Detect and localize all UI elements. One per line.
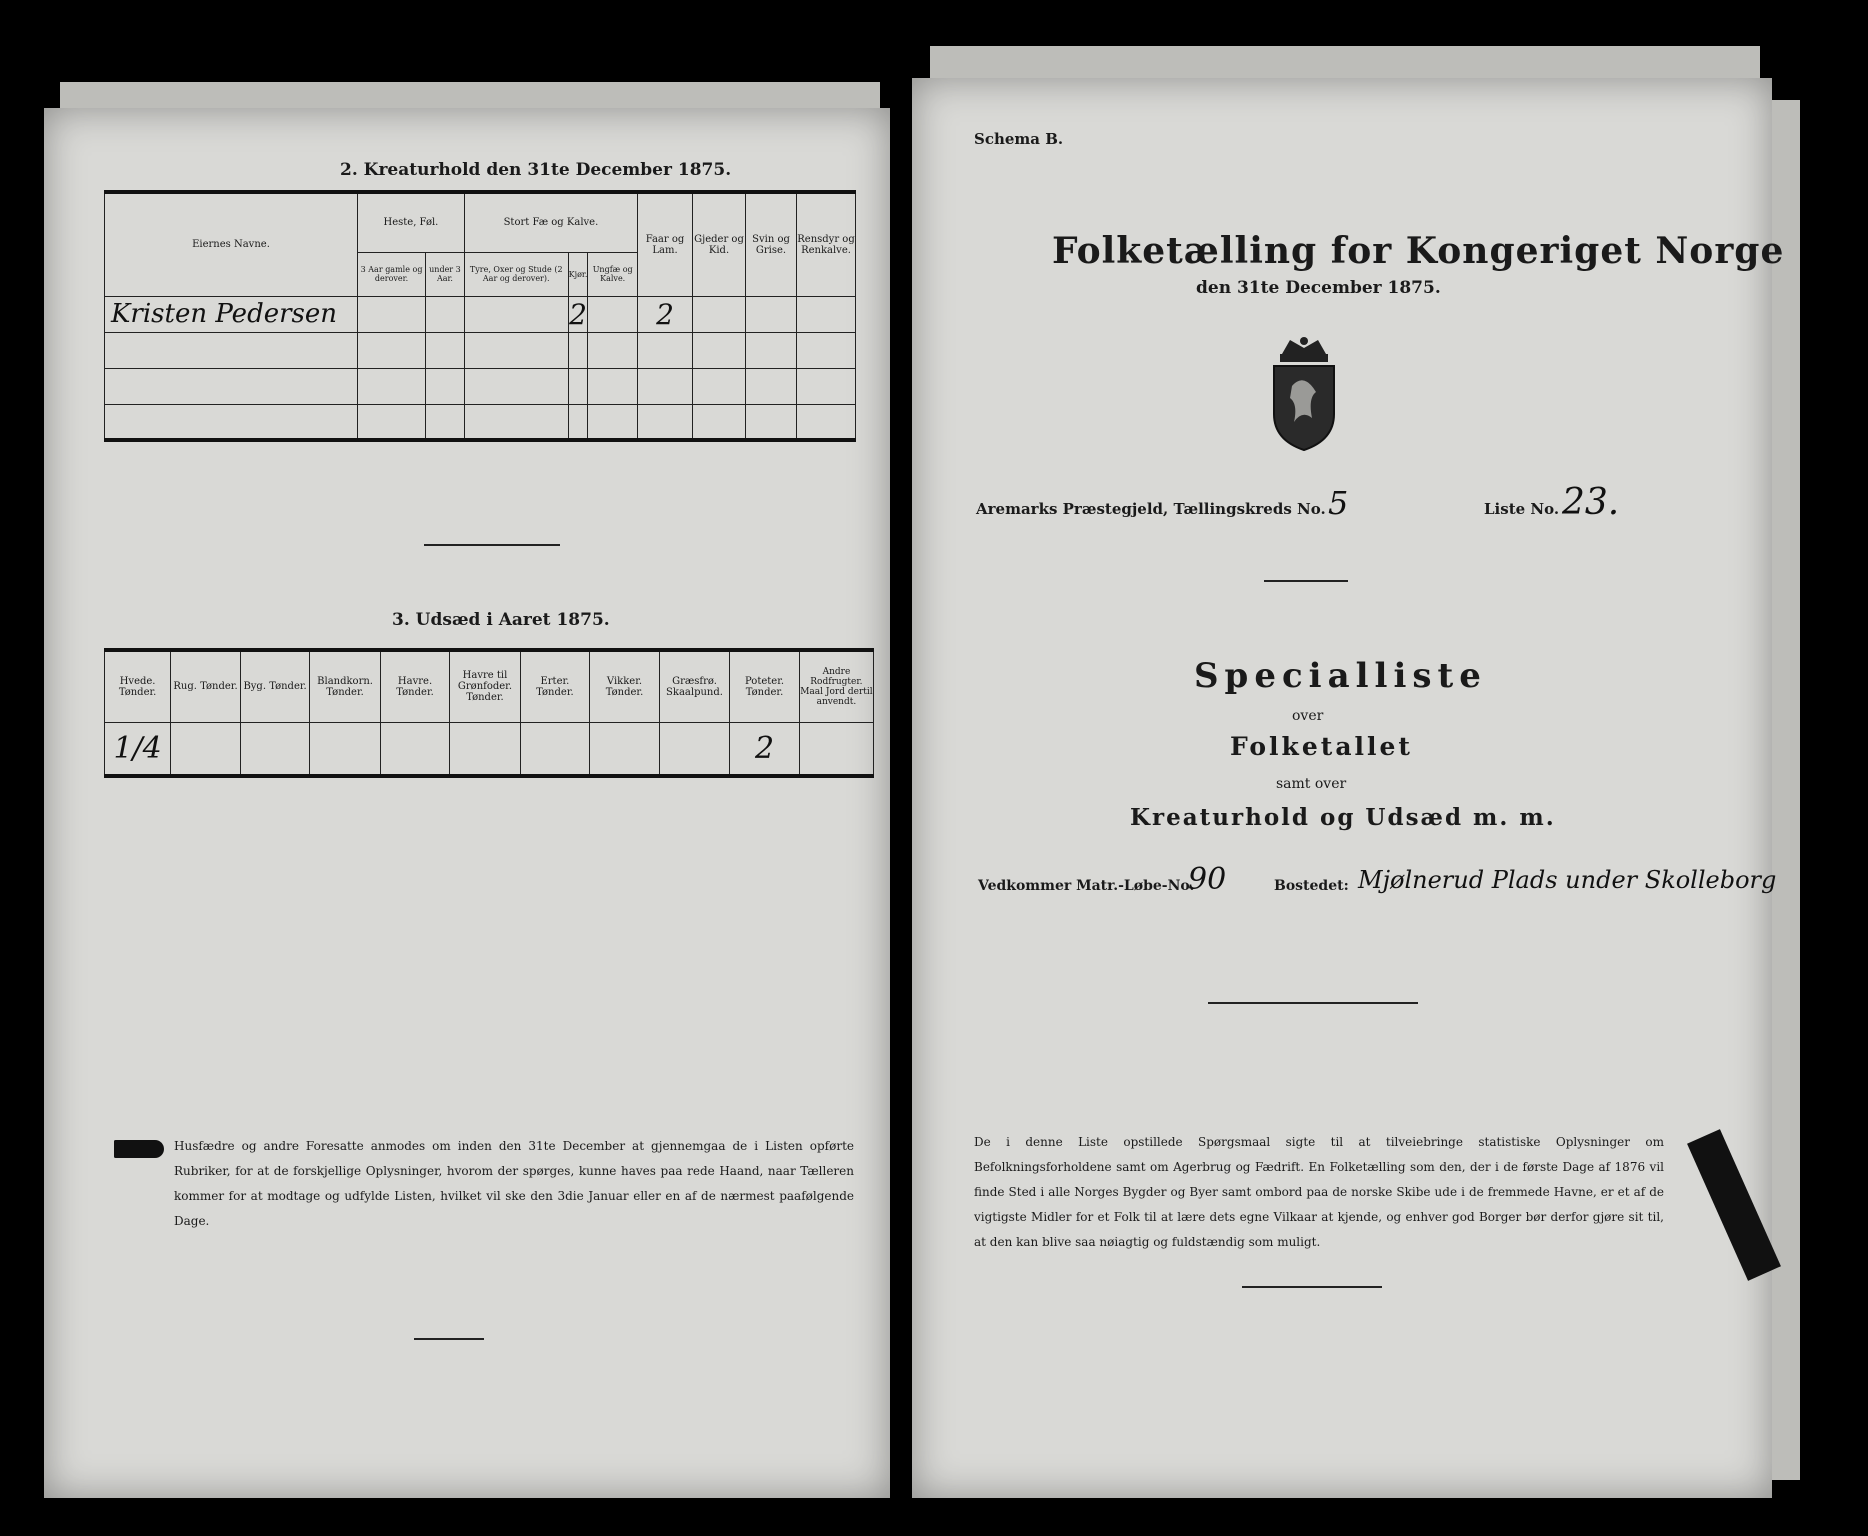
sub-3-aar: 3 Aar gamle og derover. — [360, 265, 423, 283]
folketallet-title: Folketallet — [1230, 732, 1413, 761]
specialliste-title: Specialliste — [1194, 656, 1487, 696]
poteter-value: 2 — [754, 730, 775, 766]
seed-hvede: Hvede. Tønder. — [118, 675, 157, 698]
coat-of-arms-icon — [1268, 336, 1340, 452]
table-row — [105, 332, 856, 368]
seed-table — [104, 648, 874, 778]
page-edge — [930, 46, 1760, 82]
pointing-hand-icon — [114, 1140, 164, 1158]
main-title: Folketælling for Kongeriget Norge — [1052, 230, 1785, 272]
left-page — [44, 108, 890, 1498]
date-line: den 31te December 1875. — [1196, 278, 1441, 298]
section3-title: 3. Udsæd i Aaret 1875. — [392, 610, 610, 630]
owner-name: Kristen Pedersen — [111, 299, 338, 329]
name-header: Eiernes Navne. — [192, 239, 270, 251]
livestock-table — [104, 190, 856, 442]
sub-kjor: Kjør. — [568, 269, 588, 279]
faar-value: 2 — [656, 297, 674, 331]
right-page — [912, 78, 1785, 1498]
seed-graesfro: Græsfrø. Skaalpund. — [666, 675, 723, 698]
table-row — [105, 296, 856, 332]
schema-label: Schema B. — [974, 130, 1064, 148]
footer-text: De i denne Liste opstillede Spørgsmaal sigte til at tilveiebringe statistiske Oplysninger om Befolkningsforholdene samt om Agerbrug og Fædrift. En Folketælling som den, der i de første Dage af 1876 vil finde Sted i alle Norges Bygder og Byer samt ombord paa de norske Skibe ude i de fremmede Havne, er et af de vigtigste Midler for et Folk til at lære dets egne Vilkaar at kjende, og enhver god Borger bør derfor gjøre sit til, at den kan blive saa nøiagtig og fuldstændig som muligt. — [974, 1135, 1664, 1249]
section2-title: 2. Kreaturhold den 31te December 1875. — [340, 160, 732, 180]
col-faar: Faar og Lam. — [645, 233, 685, 256]
hvede-value: 1/4 — [113, 730, 162, 766]
seed-havre-gron: Havre til Grønfoder. Tønder. — [457, 670, 513, 704]
table-row — [105, 722, 874, 776]
liste-label: Liste No. — [1484, 500, 1560, 518]
seed-byg: Byg. Tønder. — [243, 681, 307, 693]
seed-havre: Havre. Tønder. — [396, 675, 434, 698]
seed-blandkorn: Blandkorn. Tønder. — [317, 675, 373, 698]
table-row — [105, 404, 856, 440]
divider — [1264, 580, 1348, 582]
sub-ungfae: Ungfæ og Kalve. — [592, 265, 633, 283]
kreaturhold-title: Kreaturhold og Udsæd m. m. — [1130, 804, 1556, 831]
matr-no: 90 — [1188, 862, 1227, 897]
matr-label: Vedkommer Matr.-Løbe-No. — [978, 878, 1195, 894]
bostedet-label: Bostedet: — [1274, 878, 1349, 894]
liste-no: 23. — [1562, 482, 1620, 523]
sub-tyre: Tyre, Oxer og Stude (2 Aar og derover). — [469, 265, 563, 283]
divider — [1242, 1286, 1382, 1288]
seed-rug: Rug. Tønder. — [173, 681, 238, 693]
parish-label: Aremarks Præstegjeld, Tællingskreds No. — [976, 500, 1326, 518]
col-stort-fae: Stort Fæ og Kalve. — [503, 217, 599, 229]
seed-poteter: Poteter. Tønder. — [744, 675, 785, 698]
col-rensdyr: Rensdyr og Renkalve. — [797, 233, 855, 256]
bostedet-value: Mjølnerud Plads under Skolleborg — [1358, 866, 1777, 894]
table-row — [105, 368, 856, 404]
col-gjeder: Gjeder og Kid. — [694, 233, 744, 256]
seed-erter: Erter. Tønder. — [536, 675, 574, 698]
sub-under-3: under 3 Aar. — [429, 265, 461, 283]
col-heste: Heste, Føl. — [383, 217, 439, 229]
divider — [424, 544, 560, 546]
notice-text: Husfædre og andre Foresatte anmodes om inden den 31te December at gjennemgaa de i Listen opførte Rubriker, for at de forskjellige Oplysninger, hvorom der spørges, kunne haves paa rede Haand, naar Tælleren kommer for at modtage og udfylde Listen, hvilket vil ske den 3die Januar eller en af de nærmest paafølgende Dage. — [174, 1139, 854, 1228]
kjor-value: 2 — [569, 297, 587, 331]
samt-over: samt over — [1276, 776, 1347, 792]
seed-andre: Andre Rodfrugter. Maal Jord dertil anvendt. — [800, 666, 873, 707]
over-1: over — [1292, 708, 1324, 724]
col-svin: Svin og Grise. — [752, 233, 790, 256]
seed-vikker: Vikker. Tønder. — [605, 675, 644, 698]
divider — [414, 1338, 484, 1340]
kreds-no: 5 — [1328, 484, 1349, 522]
divider — [1208, 1002, 1418, 1004]
